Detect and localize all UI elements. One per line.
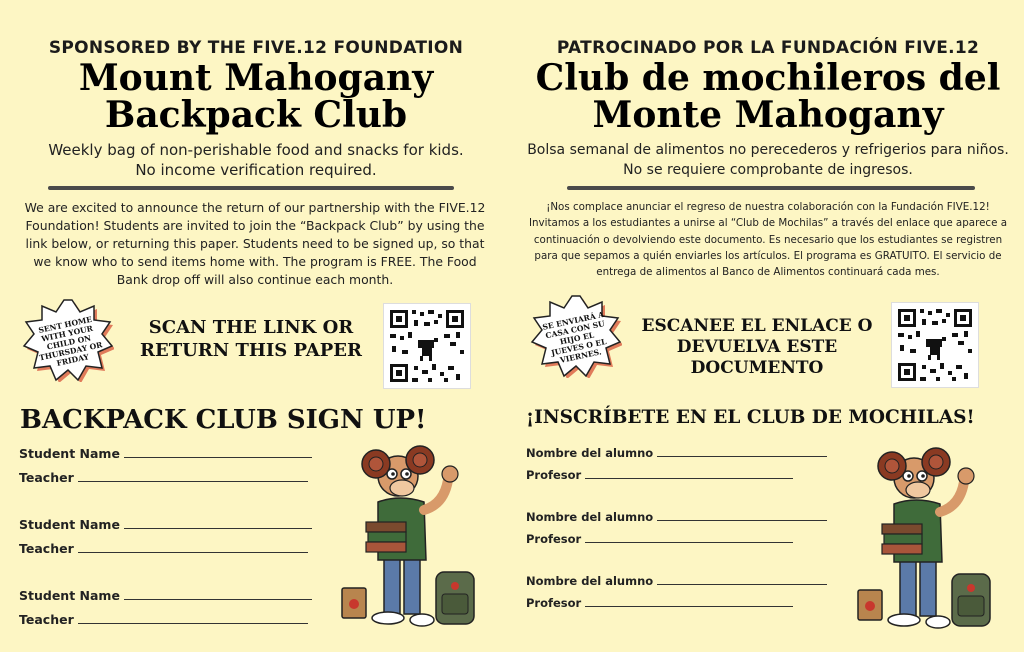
- qr-code-icon[interactable]: [891, 302, 979, 388]
- title-line-2: Backpack Club: [104, 94, 408, 136]
- intro-paragraph: We are excited to announce the return of our partnership with the FIVE.12 Foundation! Students are invited to join the “Backpack Club” by using the link below, or returning this paper. Students need to be signed up, so that we know who to send items home with. The program is FREE. The Food Bank drop off will also continue each month.: [24, 200, 486, 287]
- student-name-field-1[interactable]: Nombre del alumno: [526, 444, 827, 460]
- flyer-title: [0, 57, 512, 136]
- intro-paragraph: ¡Nos complace anunciar el regreso de nuestra colaboración con la Fundación FIVE.12! Invitamos a los estudiantes a unirse al “Club de Mochilas” a través del enlace que aparece a continuación o devolviendo este documento. Es necesario que los estudiantes se registren para que sepamos a quién enviarles los artículos. El programa es GRATUITO. El servicio de entrega de alimentos al Banco de Alimentos continuará cada mes.: [528, 201, 1008, 279]
- student-name-field-1[interactable]: Student Name: [19, 445, 312, 461]
- qr-code-icon[interactable]: [383, 303, 471, 389]
- cta-line-1: SCAN THE LINK OR: [148, 317, 354, 338]
- teacher-field-3[interactable]: Teacher: [19, 611, 308, 627]
- signup-heading: ¡INSCRÍBETE EN EL CLUB DE MOCHILAS!: [526, 407, 975, 428]
- student-name-field-2[interactable]: Nombre del alumno: [526, 508, 827, 524]
- cta-line-2: DEVUELVA ESTE: [676, 337, 838, 357]
- teacher-field-1[interactable]: Teacher: [19, 469, 308, 485]
- cta-line-3: DOCUMENTO: [690, 358, 824, 378]
- sponsor-line: SPONSORED BY THE FIVE.12 FOUNDATION: [48, 38, 464, 58]
- subtitle-line-1: Bolsa semanal de alimentos no perecederos y refrigerios para niños.: [527, 142, 1009, 158]
- ram-mascot-illustration: [340, 440, 485, 635]
- subtitle: [0, 140, 512, 180]
- divider: [567, 186, 975, 190]
- spanish-flyer: [512, 0, 1024, 652]
- student-name-field-3[interactable]: Nombre del alumno: [526, 572, 827, 588]
- title-line-2: Monte Mahogany: [592, 94, 944, 136]
- cta-line-1: ESCANEE EL ENLACE O: [641, 316, 873, 336]
- subtitle-line-2: No se requiere comprobante de ingresos.: [623, 162, 913, 178]
- ram-mascot-illustration: [856, 442, 1001, 637]
- title-line-1: Mount Mahogany: [78, 57, 434, 99]
- subtitle-line-1: Weekly bag of non-perishable food and snacks for kids.: [48, 141, 464, 159]
- badge-text: SENT HOME WITH YOUR CHILD ON THURSDAY OR FRIDAY: [37, 314, 104, 368]
- call-to-action: [126, 316, 376, 362]
- signup-heading: BACKPACK CLUB SIGN UP!: [20, 405, 427, 435]
- student-name-field-2[interactable]: Student Name: [19, 516, 312, 532]
- teacher-field-3[interactable]: Profesor: [526, 594, 793, 610]
- subtitle-line-2: No income verification required.: [135, 161, 377, 179]
- student-name-field-3[interactable]: Student Name: [19, 587, 312, 603]
- title-line-1: Club de mochileros del: [535, 57, 1001, 99]
- call-to-action: [632, 316, 882, 379]
- teacher-field-2[interactable]: Teacher: [19, 540, 308, 556]
- teacher-field-2[interactable]: Profesor: [526, 530, 793, 546]
- cta-line-2: RETURN THIS PAPER: [140, 340, 362, 361]
- sent-home-badge: [530, 292, 622, 378]
- badge-text: SE ENVIARÁ A CASA CON SU HIJO EL JUEVES O EL VIERNES.: [541, 309, 608, 365]
- flyer-title: [512, 57, 1024, 136]
- divider: [48, 186, 454, 190]
- sponsor-line: PATROCINADO POR LA FUNDACIÓN FIVE.12: [556, 38, 980, 58]
- sent-home-badge: [22, 296, 114, 382]
- teacher-field-1[interactable]: Profesor: [526, 466, 793, 482]
- subtitle: [512, 140, 1024, 180]
